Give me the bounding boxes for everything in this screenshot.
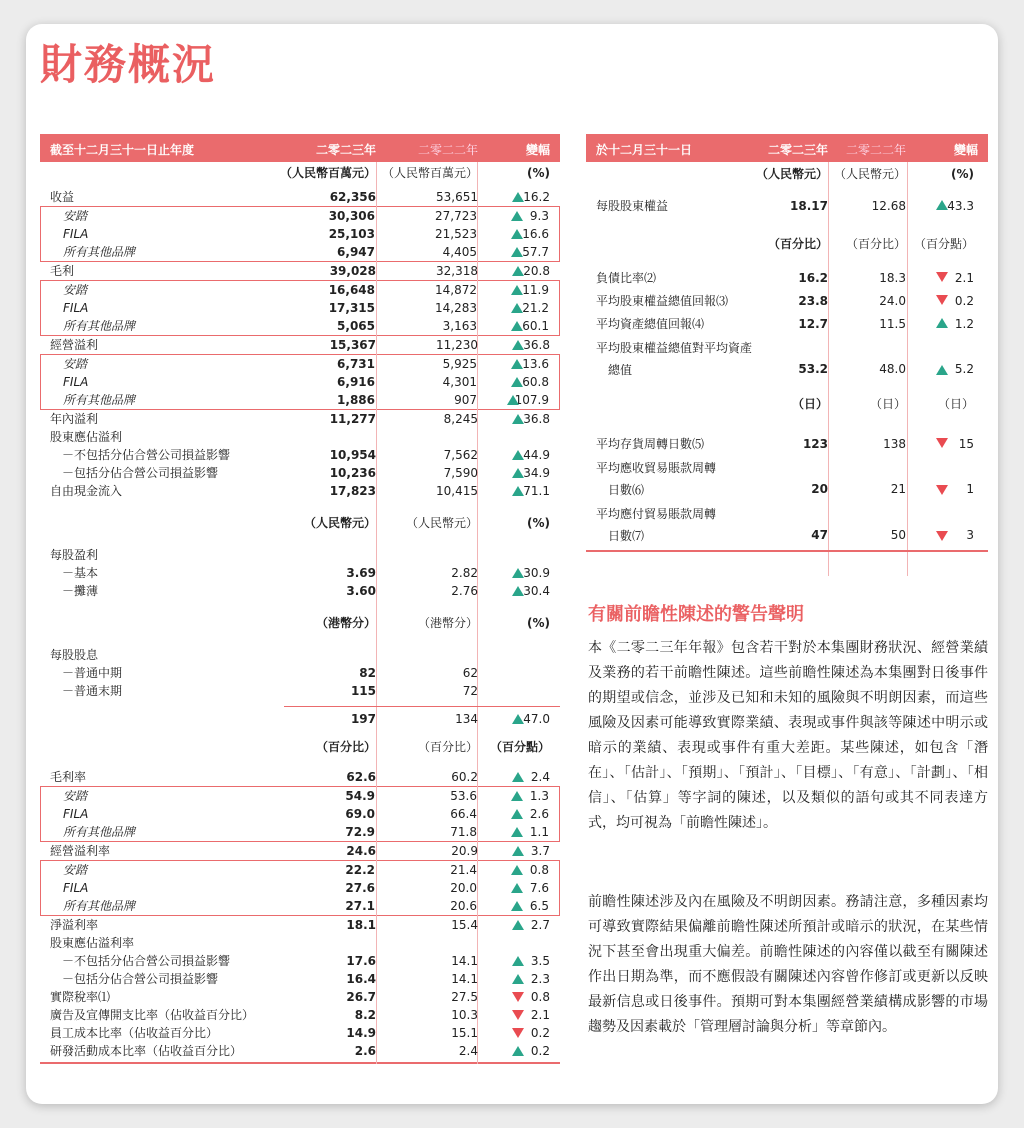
cell-py: 8,245 [443,412,478,426]
cell-chg: 1.2 [954,317,974,331]
cell-chg: 1.3 [529,789,549,803]
table-row [41,355,559,373]
brand-breakdown-box [40,786,560,842]
cell-chg: 2.1 [530,1008,550,1022]
table-row [40,262,560,280]
payable-row: 平均應付貿易賬款周轉 日數⑺ 47 50 3 [596,507,974,543]
up-arrow-icon [511,229,523,239]
row-label: 淨溢利率 [50,918,99,932]
cell-chg: 9.3 [529,209,549,223]
up-arrow-icon [512,1046,524,1056]
table-row [40,664,560,682]
brand-breakdown-box [40,206,560,262]
down-arrow-icon [936,272,948,282]
cell-cy: 6,916 [337,375,375,389]
table-row [40,464,560,482]
up-arrow-icon [936,200,948,210]
row-label: 收益 [50,190,75,204]
table-row [41,823,559,841]
row-label: 毛利 [50,264,75,278]
row-label: FILA [63,881,89,895]
cell-cy: 14.9 [346,1026,376,1040]
left-table-header [40,134,560,162]
cell-py: 14.1 [451,972,478,986]
cell-chg: 2.7 [530,918,550,932]
cell-py: 907 [454,393,477,407]
table-row [41,861,559,879]
up-arrow-icon [512,714,524,724]
bvps-row: 每股股東權益 18.17 12.68 43.3 [596,199,974,213]
up-arrow-icon [511,809,523,819]
cell-cy: 3.69 [346,566,376,580]
left-body [40,162,560,1064]
warning-paragraph-2: 前瞻性陳述涉及內在風險及不明朗因素。務請注意，多種因素均可導致實際結果偏離前瞻性陳述所預計或暗示的狀況，在某些情況下甚至會出現重大偏差。前瞻性陳述的內容僅以截至有關陳述作出日期為準，而不應假設有關陳述內容曾作修訂或更新以反映最新信息或日後事件。預期可對本集團經營業績構成影響的市場趨勢及因素載於「管理層討論與分析」等章節內。 [588,894,988,1035]
up-arrow-icon [511,791,523,801]
down-arrow-icon [512,992,524,1002]
up-arrow-icon [511,827,523,837]
up-arrow-icon [512,846,524,856]
cell-cy: 25,103 [328,227,375,241]
cell-cy: 22.2 [345,863,375,877]
dps-rows [40,664,560,700]
left-units-4: （百分比） （百分比） （百分點） [315,740,550,754]
up-arrow-icon [512,486,524,496]
cell-py: 2.82 [451,566,478,580]
cell-py: 32,318 [436,264,478,278]
cell-py: 4,301 [442,375,477,389]
cell-chg: 20.8 [523,264,550,278]
cell-py: 7,562 [443,448,478,462]
right-financial-table [586,134,988,576]
left-header-chg: 變幅 [525,143,550,157]
cell-chg: 13.6 [522,357,549,371]
table-row [40,682,560,700]
cell-chg: 0.2 [530,1026,550,1040]
up-arrow-icon [512,920,524,930]
table-row [41,207,559,225]
table-row [40,934,560,952]
cell-cy: 5,065 [337,319,375,333]
row-label: 安踏 [63,789,88,803]
up-arrow-icon [512,266,524,276]
cell-cy: 16.2 [798,271,828,285]
cell-cy: 115 [350,684,376,698]
cell-cy: 23.8 [798,294,828,308]
cell-cy: 24.6 [346,844,376,858]
row-label: 安踏 [63,209,88,223]
row-label: 安踏 [63,283,88,297]
table-row [40,446,560,464]
table-row [41,879,559,897]
table-row [40,564,560,582]
table-row [41,281,559,299]
row-label: 安踏 [63,863,88,877]
up-arrow-icon [512,586,524,596]
cell-cy: 11,277 [329,412,376,426]
right-body [586,162,988,576]
row-label: －不包括分佔合營公司損益影響 [62,448,231,462]
cell-py: 72 [462,684,478,698]
table-row [41,243,559,261]
cell-chg: 2.4 [530,770,550,784]
cell-py: 14,872 [435,283,477,297]
cell-cy: 2.6 [354,1044,376,1058]
cell-cy: 17.6 [346,954,376,968]
up-arrow-icon [511,247,523,257]
ratio-rows [586,268,988,337]
table-row [41,787,559,805]
row-label: 毛利率 [50,770,87,784]
row-label: 研發活動成本比率（佔收益百分比） [50,1044,243,1058]
left-header-label: 截至十二月三十一日止年度 [50,143,195,157]
table-row [40,1024,560,1042]
cell-chg: 21.2 [522,301,549,315]
cell-chg: 0.8 [530,990,550,1004]
left-rows-section-1 [40,188,560,500]
cell-chg: 36.8 [523,412,550,426]
row-label: 安踏 [63,357,88,371]
cell-chg: 34.9 [523,466,550,480]
table-row [40,970,560,988]
table-row [40,428,560,446]
cell-py: 27.5 [451,990,478,1004]
dps-total-row: 197 134 47.0 [284,706,560,730]
row-label: 平均股東權益總值回報⑶ [596,294,729,308]
table-row [41,373,559,391]
ratio-row [586,314,988,337]
table-row [40,842,560,860]
down-arrow-icon [512,1028,524,1038]
table-row [40,952,560,970]
cell-py: 14,283 [435,301,477,315]
cell-py: 27,723 [435,209,477,223]
row-label: FILA [63,807,89,821]
row-label: 年內溢利 [50,412,99,426]
cell-py: 20.6 [450,899,477,913]
row-label: 員工成本比率（佔收益百分比） [50,1026,219,1040]
right-header-chg: 變幅 [953,143,978,157]
table-row [41,225,559,243]
row-label: 所有其他品牌 [63,319,136,333]
row-label: 所有其他品牌 [63,245,136,259]
row-label: －包括分佔合營公司損益影響 [62,972,219,986]
cell-chg: 30.9 [523,566,550,580]
table-row [40,768,560,786]
cell-cy: 17,315 [328,301,375,315]
cell-py: 71.8 [450,825,477,839]
left-header-py: 二零二二年 [417,143,478,157]
warning-paragraph-1: 本《二零二三年年報》包含若干對於本集團財務狀況、經營業績及業務的若干前瞻性陳述。這些前瞻性陳述為本集團對日後事件的期望或信念，並涉及已知和未知的風險與不明朗因素，而這些風險及因素可能導致實際業績、表現或事件與該等陳述中明示或暗示的業績、表現或事件有重大差距。某些陳述，如包含「潛在」、「估計」、「預期」、「預計」、「目標」、「有意」、「計劃」、「相信」、「估算」等字詞的陳述，以及類似的語句或其不同表達方式，均可視為「前瞻性陳述」。 [588,640,988,831]
up-arrow-icon [512,414,524,424]
cell-cy: 18.1 [346,918,376,932]
row-label: 平均資產總值回報⑷ [596,317,705,331]
up-arrow-icon [512,568,524,578]
down-arrow-icon [936,438,948,448]
cell-py: 62 [462,666,478,680]
row-label: FILA [63,301,89,315]
cell-chg: 2.6 [529,807,549,821]
cell-chg: 57.7 [522,245,549,259]
right-units-2: （百分比） （百分比） （百分點） [767,237,974,251]
down-arrow-icon [936,295,948,305]
cell-py: 20.9 [451,844,478,858]
cell-chg: 30.4 [523,584,550,598]
cell-chg: 2.1 [954,271,974,285]
ratio-row [586,291,988,314]
brand-breakdown-box [40,860,560,916]
cell-chg: 6.5 [529,899,549,913]
up-arrow-icon [511,285,523,295]
table-row [41,391,559,409]
row-label: 所有其他品牌 [63,393,136,407]
cell-py: 53.6 [450,789,477,803]
row-label: －不包括分佔合營公司損益影響 [62,954,231,968]
right-header-label: 於十二月三十一日 [596,143,693,157]
cell-cy: 10,236 [329,466,376,480]
cell-chg: 3.5 [530,954,550,968]
cell-cy: 17,823 [329,484,376,498]
up-arrow-icon [936,318,948,328]
cell-chg: 2.3 [530,972,550,986]
table-row [40,916,560,934]
cell-cy: 12.7 [798,317,828,331]
cell-cy: 6,947 [337,245,375,259]
cell-chg: 11.9 [522,283,549,297]
up-arrow-icon [511,211,523,221]
left-rows-section-2 [40,768,560,1060]
row-label: FILA [63,227,89,241]
left-units-2: （人民幣元） （人民幣元） (%) [303,516,550,530]
left-units-1: （人民幣百萬元） （人民幣百萬元） (%) [279,166,550,180]
cell-cy: 39,028 [329,264,376,278]
right-units-1: （人民幣元） （人民幣元） (%) [755,167,974,181]
page-title: 財務概況 [40,40,217,89]
cell-py: 2.4 [458,1044,478,1058]
cell-chg: 60.1 [522,319,549,333]
cell-cy: 26.7 [346,990,376,1004]
avg-equity-row: 平均股東權益總值對平均資產 總值 53.2 48.0 5.2 [596,341,974,377]
cell-cy: 16,648 [328,283,375,297]
cell-py: 66.4 [450,807,477,821]
row-label: 實際稅率⑴ [50,990,111,1004]
cell-py: 11.5 [879,317,906,331]
cell-py: 5,925 [442,357,477,371]
up-arrow-icon [507,395,519,405]
left-financial-table [40,134,560,1064]
cell-py: 2.76 [451,584,478,598]
table-row [40,336,560,354]
table-row [40,582,560,600]
cell-cy: 72.9 [345,825,375,839]
table-row [41,299,559,317]
table-row [41,317,559,335]
row-label: 廣告及宣傳開支比率（佔收益百分比） [50,1008,255,1022]
table-row [41,897,559,915]
cell-chg: 3.7 [530,844,550,858]
down-arrow-icon [512,1010,524,1020]
up-arrow-icon [511,303,523,313]
cell-chg: 16.2 [523,190,550,204]
cell-cy: 3.60 [346,584,376,598]
up-arrow-icon [512,450,524,460]
table-row [40,410,560,428]
cell-py: 15.4 [451,918,478,932]
cell-py: 24.0 [879,294,906,308]
cell-py: 10,415 [436,484,478,498]
right-header-cy: 二零二三年 [767,143,828,157]
right-units-3: （日） （日） （日） [791,397,974,411]
table-row [40,1006,560,1024]
cell-py: 11,230 [436,338,478,352]
row-label: 股東應佔溢利 [50,430,123,444]
down-arrow-icon [936,531,948,541]
cell-py: 21,523 [435,227,477,241]
left-header-cy: 二零二三年 [315,143,376,157]
cell-cy: 27.1 [345,899,375,913]
cell-py: 7,590 [443,466,478,480]
left-units-3: （港幣分） （港幣分） (%) [315,616,550,630]
table-row [40,482,560,500]
cell-chg: 44.9 [523,448,550,462]
cell-cy: 6,731 [337,357,375,371]
cell-cy: 54.9 [345,789,375,803]
ratio-row [586,268,988,291]
cell-cy: 8.2 [354,1008,376,1022]
up-arrow-icon [511,865,523,875]
warning-title: 有關前瞻性陳述的警告聲明 [588,604,804,625]
cell-cy: 1,886 [337,393,375,407]
cell-py: 15.1 [451,1026,478,1040]
up-arrow-icon [936,365,948,375]
up-arrow-icon [512,192,524,202]
cell-cy: 69.0 [345,807,375,821]
cell-chg: 1.1 [529,825,549,839]
cell-chg: 7.6 [529,881,549,895]
up-arrow-icon [511,901,523,911]
cell-cy: 16.4 [346,972,376,986]
table-row [40,1042,560,1060]
cell-cy: 30,306 [328,209,375,223]
cell-py: 4,405 [442,245,477,259]
row-label: 經營溢利率 [50,844,111,858]
table-row [41,805,559,823]
row-label: 負債比率⑵ [596,271,657,285]
cell-chg: 0.2 [530,1044,550,1058]
right-header-py: 二零二二年 [845,143,906,157]
cell-chg: 0.8 [529,863,549,877]
down-arrow-icon [936,485,948,495]
cell-py: 20.0 [450,881,477,895]
row-label: －基本 [62,566,99,580]
brand-breakdown-box [40,354,560,410]
cell-chg: 16.6 [522,227,549,241]
cell-chg: 0.2 [954,294,974,308]
row-label: －普通末期 [62,684,123,698]
cell-py: 3,163 [442,319,477,333]
row-label: －包括分佔合營公司損益影響 [62,466,219,480]
up-arrow-icon [511,359,523,369]
up-arrow-icon [512,772,524,782]
cell-cy: 62.6 [346,770,376,784]
table-row [40,988,560,1006]
cell-cy: 27.6 [345,881,375,895]
cell-chg: 60.8 [522,375,549,389]
up-arrow-icon [511,321,523,331]
cell-py: 21.4 [450,863,477,877]
eps-label-row: 每股盈利 [50,548,99,562]
cell-cy: 82 [359,666,376,680]
row-label: 所有其他品牌 [63,899,136,913]
cell-cy: 62,356 [329,190,376,204]
eps-rows [40,564,560,600]
up-arrow-icon [512,468,524,478]
up-arrow-icon [512,956,524,966]
row-label: 自由現金流入 [50,484,123,498]
right-table-header [586,134,988,162]
cell-py: 60.2 [451,770,478,784]
row-label: 所有其他品牌 [63,825,136,839]
row-label: －普通中期 [62,666,123,680]
cell-py: 10.3 [451,1008,478,1022]
receivable-row: 平均應收貿易賬款周轉 日數⑹ 20 21 1 [596,461,974,497]
inventory-row: 平均存貨周轉日數⑸ 123 138 15 [596,437,974,451]
cell-cy: 10,954 [329,448,376,462]
up-arrow-icon [511,883,523,893]
up-arrow-icon [511,377,523,387]
up-arrow-icon [512,974,524,984]
row-label: FILA [63,375,89,389]
cell-chg: 71.1 [523,484,550,498]
cell-chg: 36.8 [523,338,550,352]
up-arrow-icon [512,340,524,350]
row-label: 股東應佔溢利率 [50,936,135,950]
table-row [40,188,560,206]
cell-py: 14.1 [451,954,478,968]
brand-breakdown-box [40,280,560,336]
cell-chg: 107.9 [514,393,549,407]
row-label: －攤薄 [62,584,99,598]
cell-py: 53,651 [436,190,478,204]
row-label: 經營溢利 [50,338,99,352]
cell-cy: 15,367 [329,338,376,352]
dps-label-row: 每股股息 [50,648,99,662]
cell-py: 18.3 [879,271,906,285]
